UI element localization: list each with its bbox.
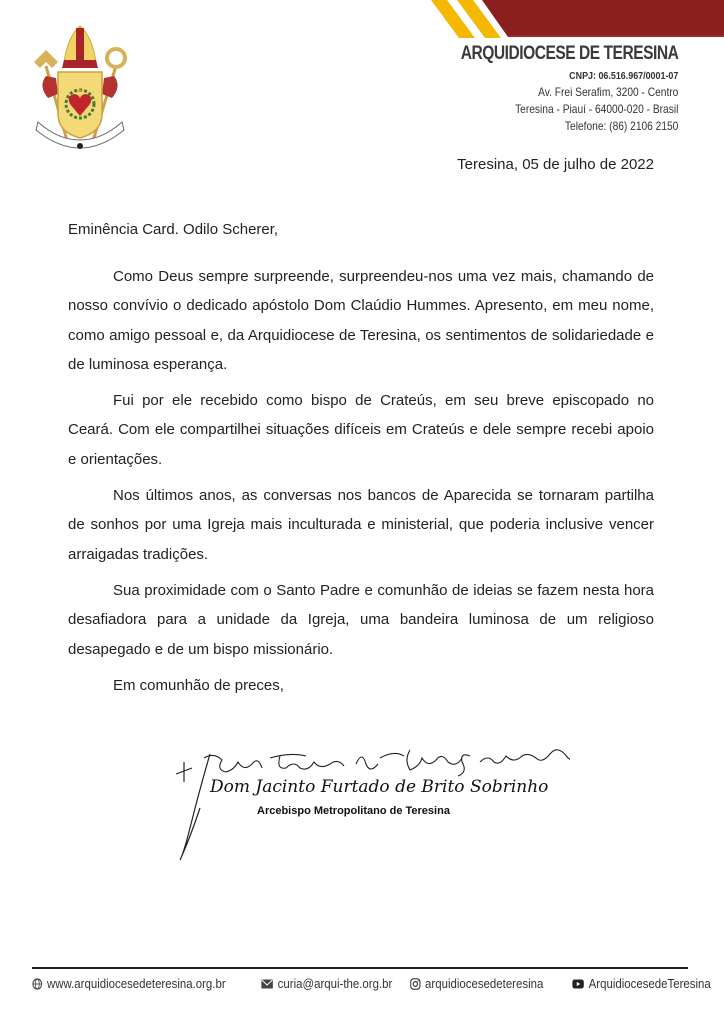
archdiocese-coat-of-arms-icon bbox=[28, 22, 132, 150]
closing: Em comunhão de preces, bbox=[113, 676, 284, 694]
footer-divider bbox=[32, 967, 688, 969]
globe-icon bbox=[32, 978, 43, 990]
youtube-link[interactable]: ArquidiocesedeTeresina bbox=[588, 976, 711, 991]
instagram-icon bbox=[410, 978, 421, 990]
footer-youtube[interactable] bbox=[572, 976, 711, 991]
instagram-link[interactable]: arquidiocesedeteresina bbox=[425, 976, 544, 991]
salutation: Eminência Card. Odilo Scherer, bbox=[68, 221, 279, 238]
paragraph: Nos últimos anos, as conversas nos bancos de Aparecida se tornaram partilha de sonhos por uma Igreja mais inculturada e ministerial, que poderia inclusive vencer arraigadas tradições. bbox=[68, 487, 654, 563]
website-link[interactable]: www.arquidiocesedeteresina.org.br bbox=[46, 976, 226, 991]
letter-body bbox=[68, 262, 654, 707]
red-band bbox=[482, 0, 724, 37]
address-line-1: Av. Frei Serafim, 3200 - Centro bbox=[537, 85, 678, 99]
email-link[interactable]: curia@arqui-the.org.br bbox=[277, 976, 393, 991]
organization-name: ARQUIDIOCESE DE TERESINA bbox=[460, 43, 678, 64]
signatory-role: Arcebispo Metropolitano de Teresina bbox=[257, 805, 450, 817]
envelope-icon bbox=[261, 978, 273, 990]
signature-block bbox=[170, 748, 570, 868]
phone: Telefone: (86) 2106 2150 bbox=[564, 119, 678, 133]
footer bbox=[32, 976, 711, 991]
letter-date: Teresina, 05 de julho de 2022 bbox=[457, 156, 654, 173]
paragraph: Fui por ele recebido como bispo de Crateús, em seu breve episcopado no Ceará. Com ele compartilhei situações difíceis em Crateús e dele sempre recebi apoio e orientações. bbox=[68, 392, 654, 468]
signatory-name: Dom Jacinto Furtado de Brito Sobrinho bbox=[210, 777, 549, 797]
address-line-2: Teresina - Piauí - 64000-020 - Brasil bbox=[514, 102, 678, 116]
youtube-icon bbox=[572, 978, 584, 990]
cnpj: CNPJ: 06.516.967/0001-07 bbox=[568, 70, 678, 82]
organization-info bbox=[413, 42, 678, 135]
footer-website[interactable] bbox=[32, 976, 226, 991]
footer-email[interactable] bbox=[261, 976, 392, 991]
paragraph: Como Deus sempre surpreende, surpreendeu-nos uma vez mais, chamando de nosso convívio o dedicado apóstolo Dom Claúdio Hummes. Apresento, em meu nome, como amigo pessoal e, da Arquidiocese de Teresina, os sentimentos de solidariedade e de luminosa esperança. bbox=[68, 268, 654, 373]
paragraph: Sua proximidade com o Santo Padre e comunhão de ideias se fazem nesta hora desafiadora para a unidade da Igreja, uma bandeira luminosa de um religioso desapegado e de um bispo missionário. bbox=[68, 581, 654, 658]
footer-instagram[interactable] bbox=[410, 976, 543, 991]
